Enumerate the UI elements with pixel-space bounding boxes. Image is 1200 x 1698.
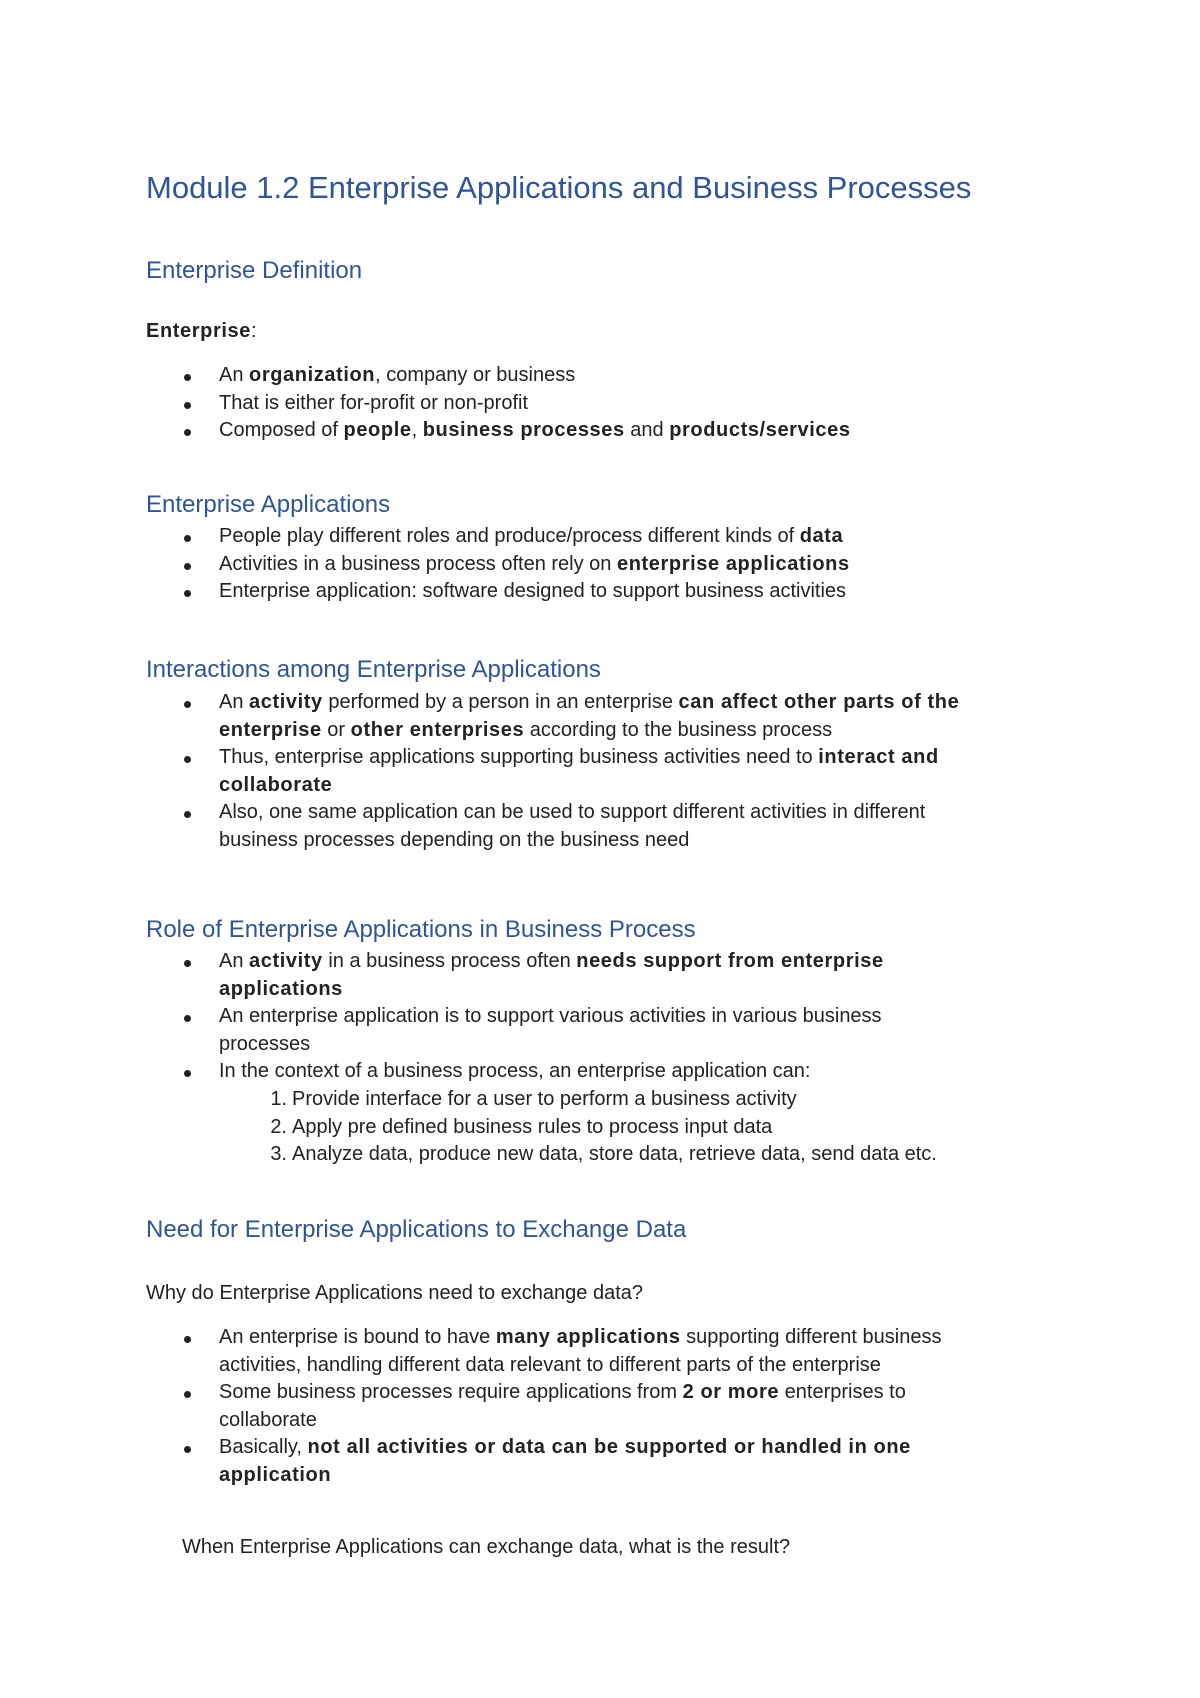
list-item <box>146 948 1046 1003</box>
text: People play different roles and produce/process different kinds of <box>219 525 800 547</box>
list-item <box>146 1379 1046 1434</box>
role-list <box>146 948 1046 1169</box>
bold-text: activity <box>249 691 323 713</box>
text: or <box>321 718 351 741</box>
page-title: Module 1.2 Enterprise Applications and Business Processes <box>146 170 972 205</box>
text: performed by a person in an enterprise <box>322 691 679 713</box>
bullet-icon <box>184 563 191 570</box>
bold-text: needs support from enterprise <box>576 950 884 972</box>
numbered-item <box>219 1086 1119 1114</box>
bold-text: people <box>343 419 412 442</box>
bullet-icon <box>184 756 191 763</box>
list-item <box>146 551 1046 579</box>
bullet-icon <box>184 590 191 597</box>
bold-text: applications <box>219 977 343 1000</box>
bold-text: 2 or more <box>682 1381 780 1404</box>
text: An enterprise is bound to have <box>219 1326 496 1348</box>
text: activities, handling different data relevant to different parts of the enterprise <box>219 1353 881 1376</box>
bold-text: organization <box>249 364 376 386</box>
list-item <box>146 390 1046 418</box>
text: , company or business <box>375 364 576 386</box>
bold-text: enterprise <box>219 718 322 741</box>
item-number: 1. <box>270 1087 287 1110</box>
bold-text: application <box>219 1463 332 1486</box>
list-item <box>146 362 1046 390</box>
text: Composed of <box>219 419 344 442</box>
text: An <box>219 691 250 713</box>
numbered-list <box>219 1086 1119 1169</box>
term: Enterprise <box>146 320 251 342</box>
text: , <box>411 419 423 442</box>
list-item <box>146 689 1046 744</box>
text: enterprises to <box>779 1381 906 1404</box>
bold-text: collaborate <box>219 773 333 796</box>
bold-text: can affect other parts of the <box>678 691 960 713</box>
colon: : <box>250 320 257 342</box>
text: according to the business process <box>524 718 833 741</box>
text: Activities in a business process often rely on <box>219 552 617 575</box>
bullet-icon <box>184 1070 191 1077</box>
bold-text: many applications <box>495 1326 681 1348</box>
bullet-icon <box>184 1391 191 1398</box>
item-number: 2. <box>270 1115 287 1138</box>
bold-text: business processes <box>422 419 625 442</box>
bullet-icon <box>184 1446 191 1453</box>
bold-text: interact and <box>818 746 939 769</box>
numbered-item <box>219 1114 1119 1142</box>
list-item <box>146 417 1046 445</box>
definition-list <box>146 362 1046 445</box>
bullet-icon <box>184 535 191 542</box>
text: collaborate <box>219 1408 317 1431</box>
bullet-icon <box>184 402 191 409</box>
heading-exchange-data: Need for Enterprise Applications to Exchange Data <box>146 1216 687 1243</box>
exchange-list <box>146 1324 1046 1490</box>
text: Also, one same application can be used to support different activities in different <box>219 801 926 824</box>
text: Provide interface for a user to perform a business activity <box>292 1087 797 1110</box>
bullet-icon <box>184 811 191 818</box>
bold-text: other enterprises <box>350 718 525 741</box>
text: business processes depending on the business need <box>219 828 690 851</box>
heading-interactions: Interactions among Enterprise Applications <box>146 656 601 683</box>
heading-enterprise-definition: Enterprise Definition <box>146 257 363 284</box>
text: in a business process often <box>322 950 577 972</box>
bullet-icon <box>184 374 191 381</box>
text: Enterprise application: software designed to support business activities <box>219 580 847 603</box>
text: That is either for-profit or non-profit <box>219 391 529 414</box>
bullet-icon <box>184 429 191 436</box>
text: Basically, <box>219 1436 308 1459</box>
text: In the context of a business process, an enterprise application can: <box>219 1060 811 1083</box>
text: Some business processes require applications from <box>219 1381 683 1404</box>
text: Analyze data, produce new data, store data, retrieve data, send data etc. <box>292 1143 937 1166</box>
list-item <box>146 1058 1046 1168</box>
text: Apply pre defined business rules to process input data <box>292 1115 773 1138</box>
list-item <box>146 1434 1046 1489</box>
list-item <box>146 1003 1046 1058</box>
interactions-list <box>146 689 1046 855</box>
bold-text: activity <box>249 950 323 972</box>
list-item <box>146 578 1046 606</box>
list-item <box>146 523 1046 551</box>
text: An <box>219 364 250 386</box>
bold-text: not all activities or data can be supported or handled in one <box>307 1436 911 1459</box>
heading-enterprise-applications: Enterprise Applications <box>146 491 391 518</box>
list-item <box>146 799 1046 854</box>
bold-text: products/services <box>669 419 851 442</box>
enterprise-term-line <box>146 318 257 345</box>
heading-role: Role of Enterprise Applications in Business Process <box>146 916 696 943</box>
text: An <box>219 950 250 972</box>
text: An enterprise application is to support various activities in various business <box>219 1005 882 1028</box>
question-2: When Enterprise Applications can exchange data, what is the result? <box>182 1536 791 1558</box>
text: and <box>624 419 670 442</box>
list-item <box>146 744 1046 799</box>
bold-text: enterprise applications <box>616 552 850 575</box>
bullet-icon <box>184 960 191 967</box>
bold-text: data <box>799 525 844 547</box>
list-item <box>146 1324 1046 1379</box>
text: supporting different business <box>680 1326 942 1348</box>
text: processes <box>219 1032 311 1055</box>
numbered-item <box>219 1141 1119 1169</box>
bullet-icon <box>184 701 191 708</box>
text: Thus, enterprise applications supporting business activities need to <box>219 746 819 769</box>
bullet-icon <box>184 1336 191 1343</box>
question: Why do Enterprise Applications need to exchange data? <box>146 1282 643 1304</box>
applications-list <box>146 523 1046 606</box>
item-number: 3. <box>270 1143 287 1166</box>
bullet-icon <box>184 1015 191 1022</box>
